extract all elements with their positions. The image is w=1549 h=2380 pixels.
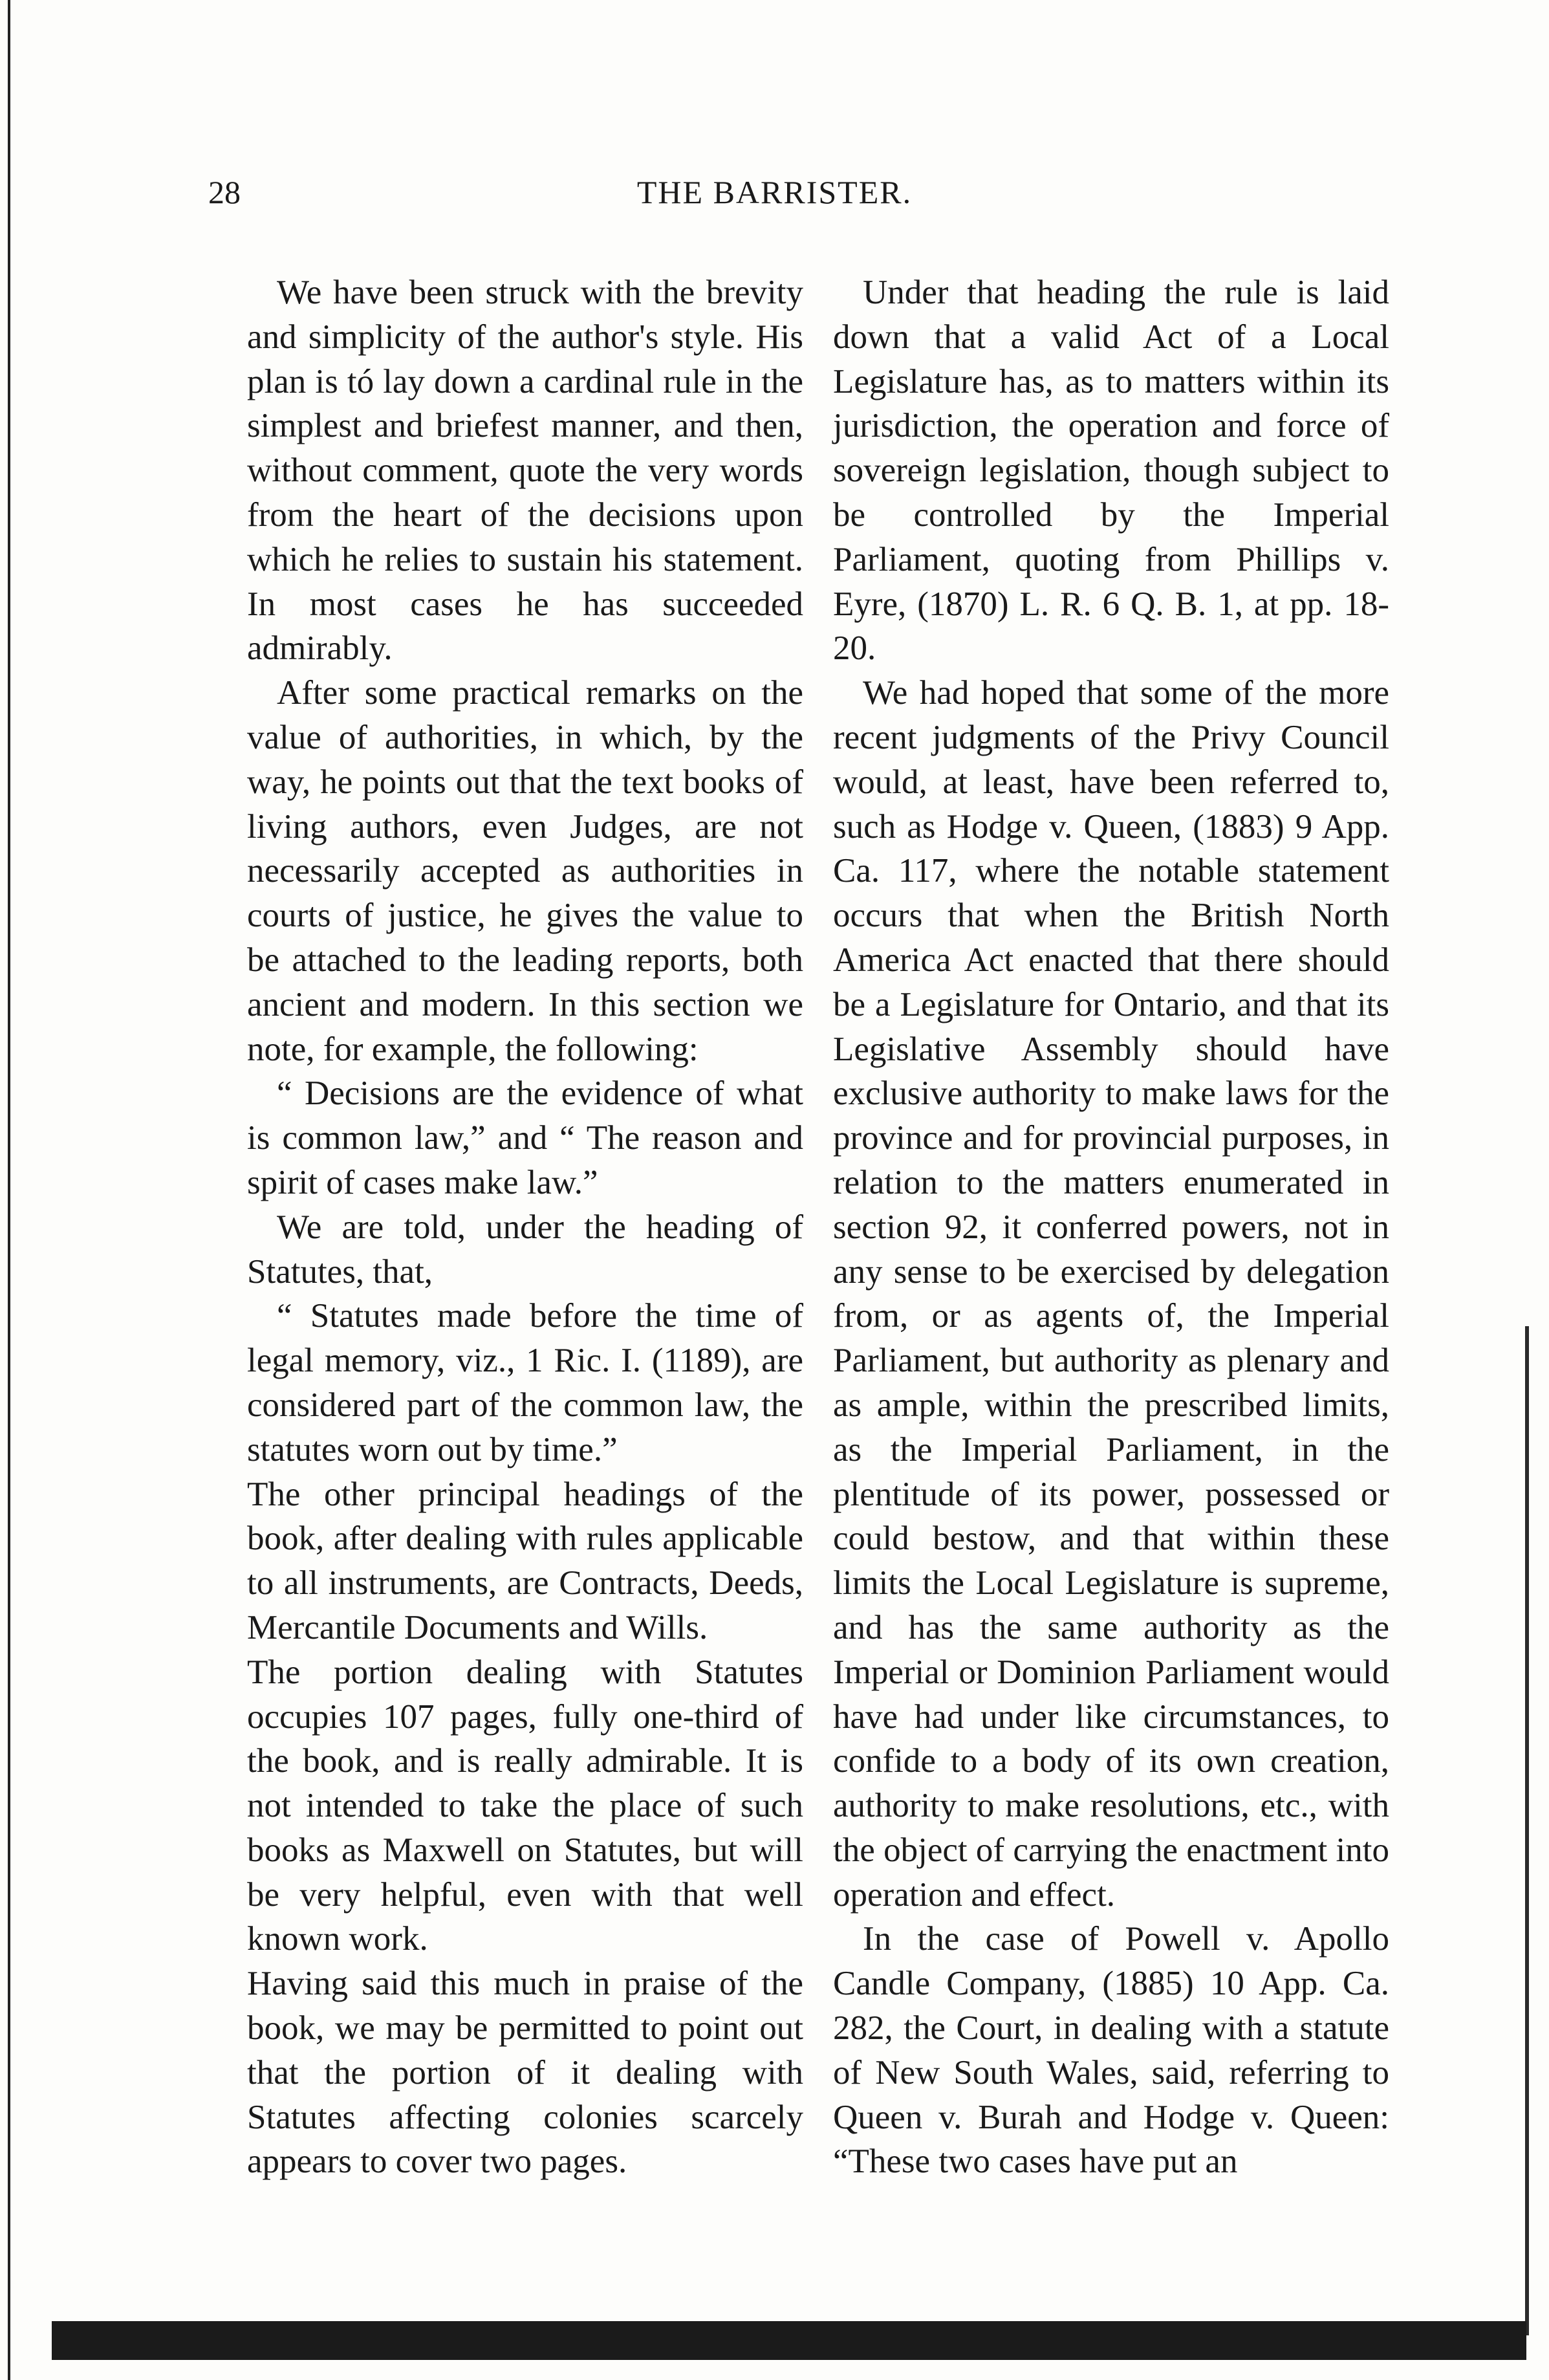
quotation: “ Statutes made before the time of legal memory, viz., 1 Ric. I. (1189), are considered part of the common law, the statutes worn out by time.” — [247, 1297, 803, 1468]
running-title: THE BARRISTER. — [636, 174, 913, 210]
paragraph: The portion dealing with Statutes occupies 107 pages, fully one-third of the book, and is really admirable. It is not intended to take the place of such books as Maxwell on Statutes, but will be very helpful, even with that well known work. — [247, 1653, 803, 1958]
paragraph: We had hoped that some of the more recent judgments of the Privy Council would, at least, have been referred to, such as Hodge v. Queen, (1883) 9 App. Ca. 117, where the notable statement occurs that when the British North America Act enacted that there should be a Legislature for Ontario, and that its Legislative Assembly should have exclusive authority to make laws for the province and for provincial purposes, in relation to the matters enumerated in section 92, it conferred powers, not in any sense to be exercised by delegation from, or as agents of, the Imperial Parliament, but authority as plenary and as ample, within the prescribed limits, as the Imperial Parliament, in the plentitude of its power, possessed or could bestow, and that within these limits the Local Legislature is supreme, and has the same authority as the Imperial or Dominion Parliament would have had under like circumstances, to confide to a body of its own creation, authority to make resolutions, etc., with the object of carrying the enactment into operation and effect. — [833, 674, 1389, 1914]
paragraph: The other principal headings of the book, after dealing with rules applicable to all instruments, are Contracts, Deeds, Mercantile Documents and Wills. — [247, 1475, 803, 1646]
paragraph: Having said this much in praise of the book, we may be permitted to point out that the portion of it dealing with Statutes affecting colonies scarcely appears to cover two pages. — [247, 1965, 803, 2181]
paragraph: We have been struck with the brevity and simplicity of the author's style. His plan is tó lay down a cardinal rule in the simplest and briefest manner, and then, without comment, quote the very words from the heart of the decisions upon which he relies to sustain his statement. In most cases he has succeeded admirably. — [247, 274, 803, 668]
paragraph: In the case of Powell v. Apollo Candle Company, (1885) 10 App. Ca. 282, the Court, in dealing with a statute of New South Wales, said, referring to Queen v. Burah and Hodge v. Queen: “These two cases have put an — [833, 1920, 1389, 2181]
right-scan-rule — [1525, 1326, 1529, 2335]
right-column — [833, 270, 1389, 2184]
quotation: “ Decisions are the evidence of what is common law,” and “ The reason and spirit of cases make law.” — [247, 1075, 803, 1201]
paragraph: After some practical remarks on the value of authorities, in which, by the way, he points out that the text books of living authors, even Judges, are not necessarily accepted as authorities in courts of justice, he gives the value to be attached to the leading reports, both ancient and modern. In this section we note, for example, the following: — [247, 674, 803, 1068]
paragraph: Under that heading the rule is laid down that a valid Act of a Local Legislature has, as to matters within its jurisdiction, the operation and force of sovereign legislation, though subject to be controlled by the Imperial Parliament, quoting from Phillips v. Eyre, (1870) L. R. 6 Q. B. 1, at pp. 18-20. — [833, 274, 1389, 668]
bottom-scan-bar — [52, 2321, 1526, 2360]
left-column — [247, 270, 803, 2184]
paragraph: We are told, under the heading of Statutes, that, — [247, 1208, 803, 1291]
left-scan-rule — [8, 0, 10, 2380]
page-number: 28 — [208, 174, 241, 210]
